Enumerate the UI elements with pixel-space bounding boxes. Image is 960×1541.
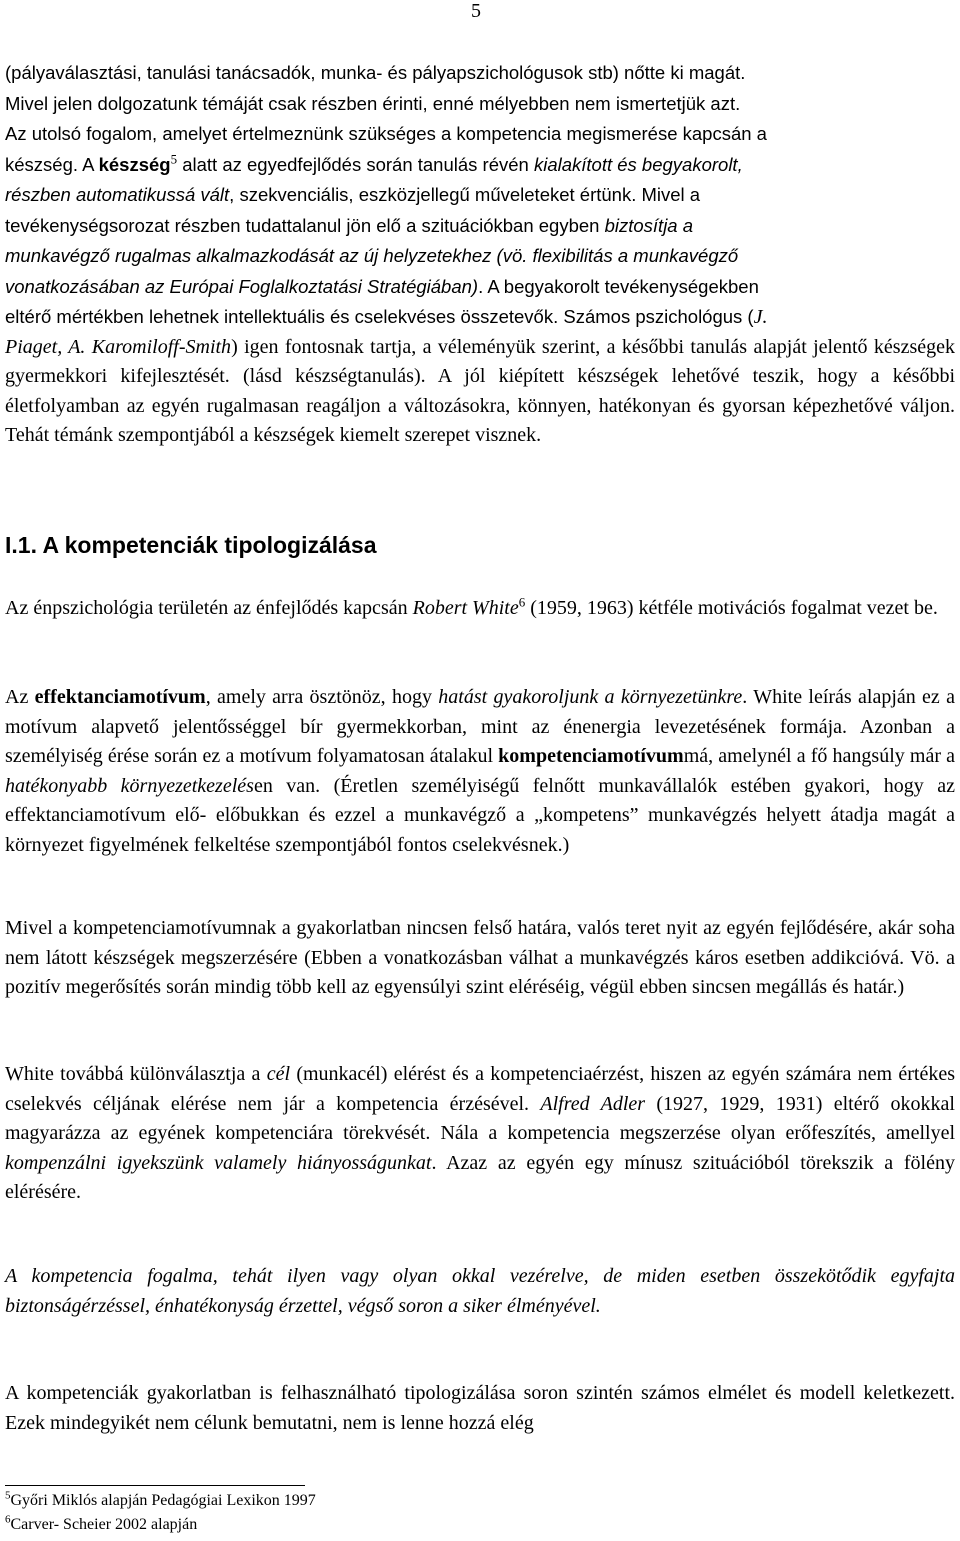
intro-italic: Piaget, A. Karomiloff-Smith <box>5 335 232 358</box>
text: Az énpszichológia területén az énfejlődés kapcsán <box>5 597 413 619</box>
keyword-keszseg: készség <box>98 153 171 175</box>
text: (1959, 1963) kétféle motivációs fogalmat vezet be. <box>525 597 938 619</box>
intro-text: készség. A <box>5 153 99 175</box>
term-kompetenciamotivum: kompetenciamotívum <box>498 745 684 767</box>
paragraph-tipologizalas: A kompetenciák gyakorlatban is felhasználható tipologizálása soron szintén számos elmélet és modell keletkezett. Ezek mindegyikét nem célunk bemutatni, nem is lenne hozzá elég <box>5 1382 955 1434</box>
term-effektanciamotivum: effektanciamotívum <box>34 686 206 708</box>
footnote-text: Győri Miklós alapján Pedagógiai Lexikon 1997 <box>10 1492 316 1509</box>
paragraph-kompetenciamotivum: Mivel a kompetenciamotívumnak a gyakorlatban nincsen felső határa, valós teret nyit az egyén fejlődésére, akár soha nem látott készségek megszerzésére (Ebben a vonatkozásban válhat a munkavégzés káros esetben addikcióvá. Vö. a pozitív megerősítés során mindig több kell az egyensúlyi szint eléréséig, végül ebben sincsen megállás és határ.) <box>5 917 955 998</box>
text: en van. (Éretlen személyiségű felnőtt munkavállalók estében gyakori, hogy az effektanciamotívum elő- előbukkan és ezzel a munkavégző a „kompetens” munkavégzés helyett átadja magát a környezet figyelmének felkeltése szempontjából fontos cselekvésnek.) <box>5 774 955 856</box>
italic-text: hatékonyabb környezetkezelés <box>5 774 254 797</box>
text: White továbbá különválasztja a <box>5 1063 267 1085</box>
footnote-number: 5 <box>5 1489 11 1502</box>
paragraph-effektancia <box>5 683 955 860</box>
intro-text: eltérő mértékben lehetnek intellektuális és cselekvéses összetevők. Számos pszichológus ( <box>5 306 754 327</box>
footnote-text: Carver- Scheier 2002 alapján <box>10 1516 198 1533</box>
intro-text: ) igen fontosnak tartja, a véleményük szerint, a későbbi tanulás alapját jelentő készségek gyermekkori kifejlesztését. (lásd készségtanulás). A jól kiépített készségek lehetővé teszik, hogy a későbbi életfolyamban az egyén rugalmasan reagáljon a változásokra, könnyen, hatékonyan és gyorsan képezhetővé váljon. Tehát témánk szempontjából a készségek kiemelt szerepet visznek. <box>5 335 955 446</box>
section-heading: I.1. A kompetenciák tipologizálása <box>5 532 377 558</box>
text: . White leírás alapján ez a motívum alapvető jelentősséggel bír gyermekkorban, mint az énenergia levezetésének formája. Azonban a személyiség érése során ez a motívum folyamatosan átalakul <box>5 686 955 767</box>
italic-text: cél <box>266 1063 291 1085</box>
footnote <box>5 1490 316 1511</box>
text: má, amelynél a fő hangsúly már a <box>683 745 955 767</box>
paragraph-white <box>5 594 955 624</box>
intro-italic: biztosítja a <box>604 214 694 236</box>
text: (munkacél) elérést és a kompetenciaérzést, hiszen az egyén számára nem értékes cselekvés céljának elérése nem jár a kompetencia érzésével. <box>5 1063 955 1115</box>
intro-italic: munkavégző rugalmas alkalmazkodását az új helyzetekhez (vö. flexibilitás a munkavégző <box>5 245 739 266</box>
intro-line: Az utolsó fogalom, amelyet értelmeznünk szükséges a kompetencia megismerése kapcsán a <box>5 123 767 144</box>
footnote-number: 6 <box>5 1513 11 1526</box>
footnote <box>5 1514 197 1535</box>
author-name: Robert White <box>412 597 519 619</box>
intro-italic: J. <box>753 306 768 328</box>
intro-line: Mivel jelen dolgozatunk témáját csak részben érinti, enné mélyebben nem ismertetjük azt. <box>5 92 741 114</box>
intro-italic: részben automatikussá vált <box>5 184 230 205</box>
italic-text: kompenzálni igyekszünk valamely hiányosságunkat <box>5 1151 432 1174</box>
text: Az <box>5 686 35 708</box>
text: , amely arra ösztönöz, hogy <box>205 686 439 708</box>
italic-text: hatást gyakoroljunk a környezetünkre <box>438 686 743 708</box>
intro-text: alatt az egyedfejlődés során tanulás révén <box>177 153 534 175</box>
footnote-divider <box>5 1485 305 1486</box>
text: (1927, 1929, 1931) eltérő okokkal magyarázza az egyének kompetenciára törekvését. Nála a kompetencia megszerzése olyan erőfeszítés, amellyel <box>5 1092 955 1144</box>
page-number: 5 <box>471 0 481 22</box>
footnote-ref-6: 6 <box>518 594 526 610</box>
intro-text: tevékenységsorozat részben tudattalanul jön elő a szituációkban egyben <box>5 214 605 236</box>
text: . Azaz az egyén egy mínusz szituációból törekszik a fölény elérésére. <box>5 1151 955 1203</box>
author-name: Alfred Adler <box>540 1092 646 1115</box>
intro-italic: kialakított és begyakorolt, <box>533 153 743 175</box>
paragraph-intro <box>5 58 955 451</box>
intro-text: . A begyakorolt tevékenységekben <box>478 275 759 297</box>
footnote-ref-5: 5 <box>170 150 178 166</box>
intro-text: , szekvenciális, eszközjellegű műveleteket értünk. Mivel a <box>229 184 701 205</box>
intro-italic: vonatkozásában az Európai Foglalkoztatási Stratégiában) <box>5 275 479 297</box>
paragraph-kompetencia-fogalma: A kompetencia fogalma, tehát ilyen vagy olyan okkal vezérelve, de miden esetben összekötődik egyfajta biztonságérzéssel, énhatékonyság érzettel, végső soron a siker élményével. <box>5 1265 955 1317</box>
intro-line: (pályaválasztási, tanulási tanácsadók, munka- és pályapszichológusok stb) nőtte ki magát. <box>5 62 746 83</box>
paragraph-adler <box>5 1060 955 1208</box>
